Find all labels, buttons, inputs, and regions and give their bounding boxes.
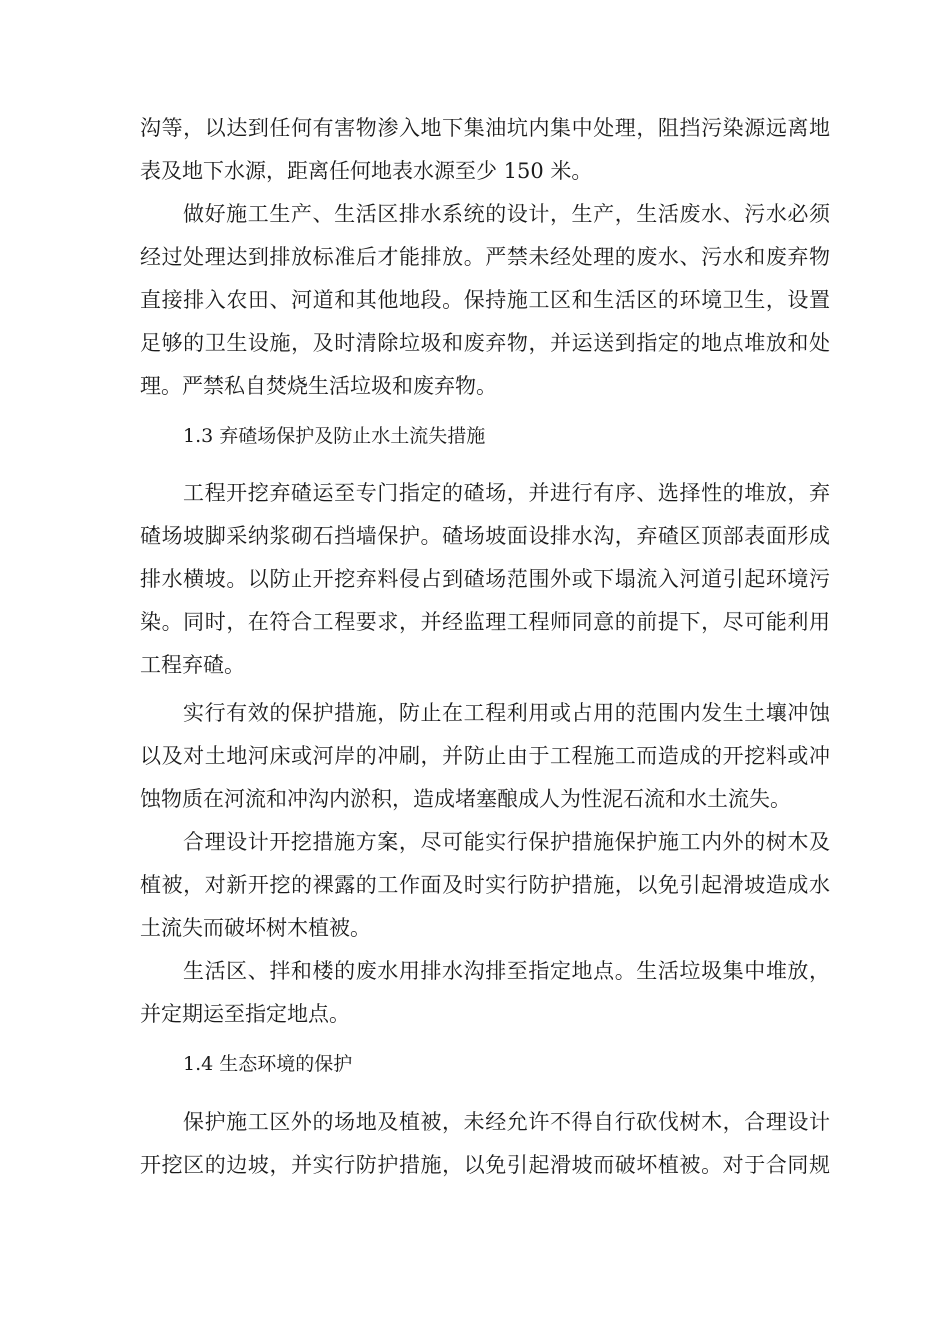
paragraph-line: 做好施工生产、生活区排水系统的设计，生产，生活废水、污水必须	[183, 202, 830, 226]
paragraph-line: 排水横坡。以防止开挖弃料侵占到碴场范围外或下塌流入河道引起环境污	[140, 567, 830, 591]
paragraph-line: 并定期运至指定地点。	[140, 1002, 350, 1026]
paragraph-line: 直接排入农田、河道和其他地段。保持施工区和生活区的环境卫生，设置	[140, 288, 830, 312]
paragraph-line: 植被，对新开挖的裸露的工作面及时实行防护措施，以免引起滑坡造成水	[140, 873, 830, 897]
paragraph-line: 生活区、拌和楼的废水用排水沟排至指定地点。生活垃圾集中堆放，	[183, 959, 830, 983]
paragraph-line: 实行有效的保护措施，防止在工程利用或占用的范围内发生土壤冲蚀	[183, 701, 830, 725]
paragraph-line: 工程开挖弃碴运至专门指定的碴场，并进行有序、选择性的堆放，弃	[183, 481, 830, 505]
paragraph-line: 蚀物质在河流和冲沟内淤积，造成堵塞酿成人为性泥石流和水土流失。	[140, 787, 791, 811]
paragraph-line: 保护施工区外的场地及植被，未经允许不得自行砍伐树木，合理设计	[183, 1110, 830, 1134]
paragraph-line: 沟等，以达到任何有害物渗入地下集油坑内集中处理，阻挡污染源远离地	[140, 116, 830, 140]
section-heading: 1.4 生态环境的保护	[183, 1053, 353, 1075]
paragraph-line: 染。同时，在符合工程要求，并经监理工程师同意的前提下，尽可能利用	[140, 610, 830, 634]
paragraph-line: 理。严禁私自焚烧生活垃圾和废弃物。	[140, 374, 497, 398]
paragraph-line: 工程弃碴。	[140, 653, 245, 677]
paragraph-line: 土流失而破坏树木植被。	[140, 916, 371, 940]
paragraph-line: 经过处理达到排放标准后才能排放。严禁未经处理的废水、污水和废弃物	[140, 245, 830, 269]
paragraph-line: 合理设计开挖措施方案，尽可能实行保护措施保护施工内外的树木及	[183, 830, 830, 854]
paragraph-line: 碴场坡脚采纳浆砌石挡墙保护。碴场坡面设排水沟，弃碴区顶部表面形成	[140, 524, 830, 548]
paragraph-line: 表及地下水源，距离任何地表水源至少 150 米。	[140, 159, 593, 183]
section-heading: 1.3 弃碴场保护及防止水土流失措施	[183, 425, 486, 447]
paragraph-line: 足够的卫生设施，及时清除垃圾和废弃物，并运送到指定的地点堆放和处	[140, 331, 830, 355]
paragraph-line: 开挖区的边坡，并实行防护措施，以免引起滑坡而破坏植被。对于合同规	[140, 1153, 830, 1177]
paragraph-line: 以及对土地河床或河岸的冲刷，并防止由于工程施工而造成的开挖料或冲	[140, 744, 830, 768]
